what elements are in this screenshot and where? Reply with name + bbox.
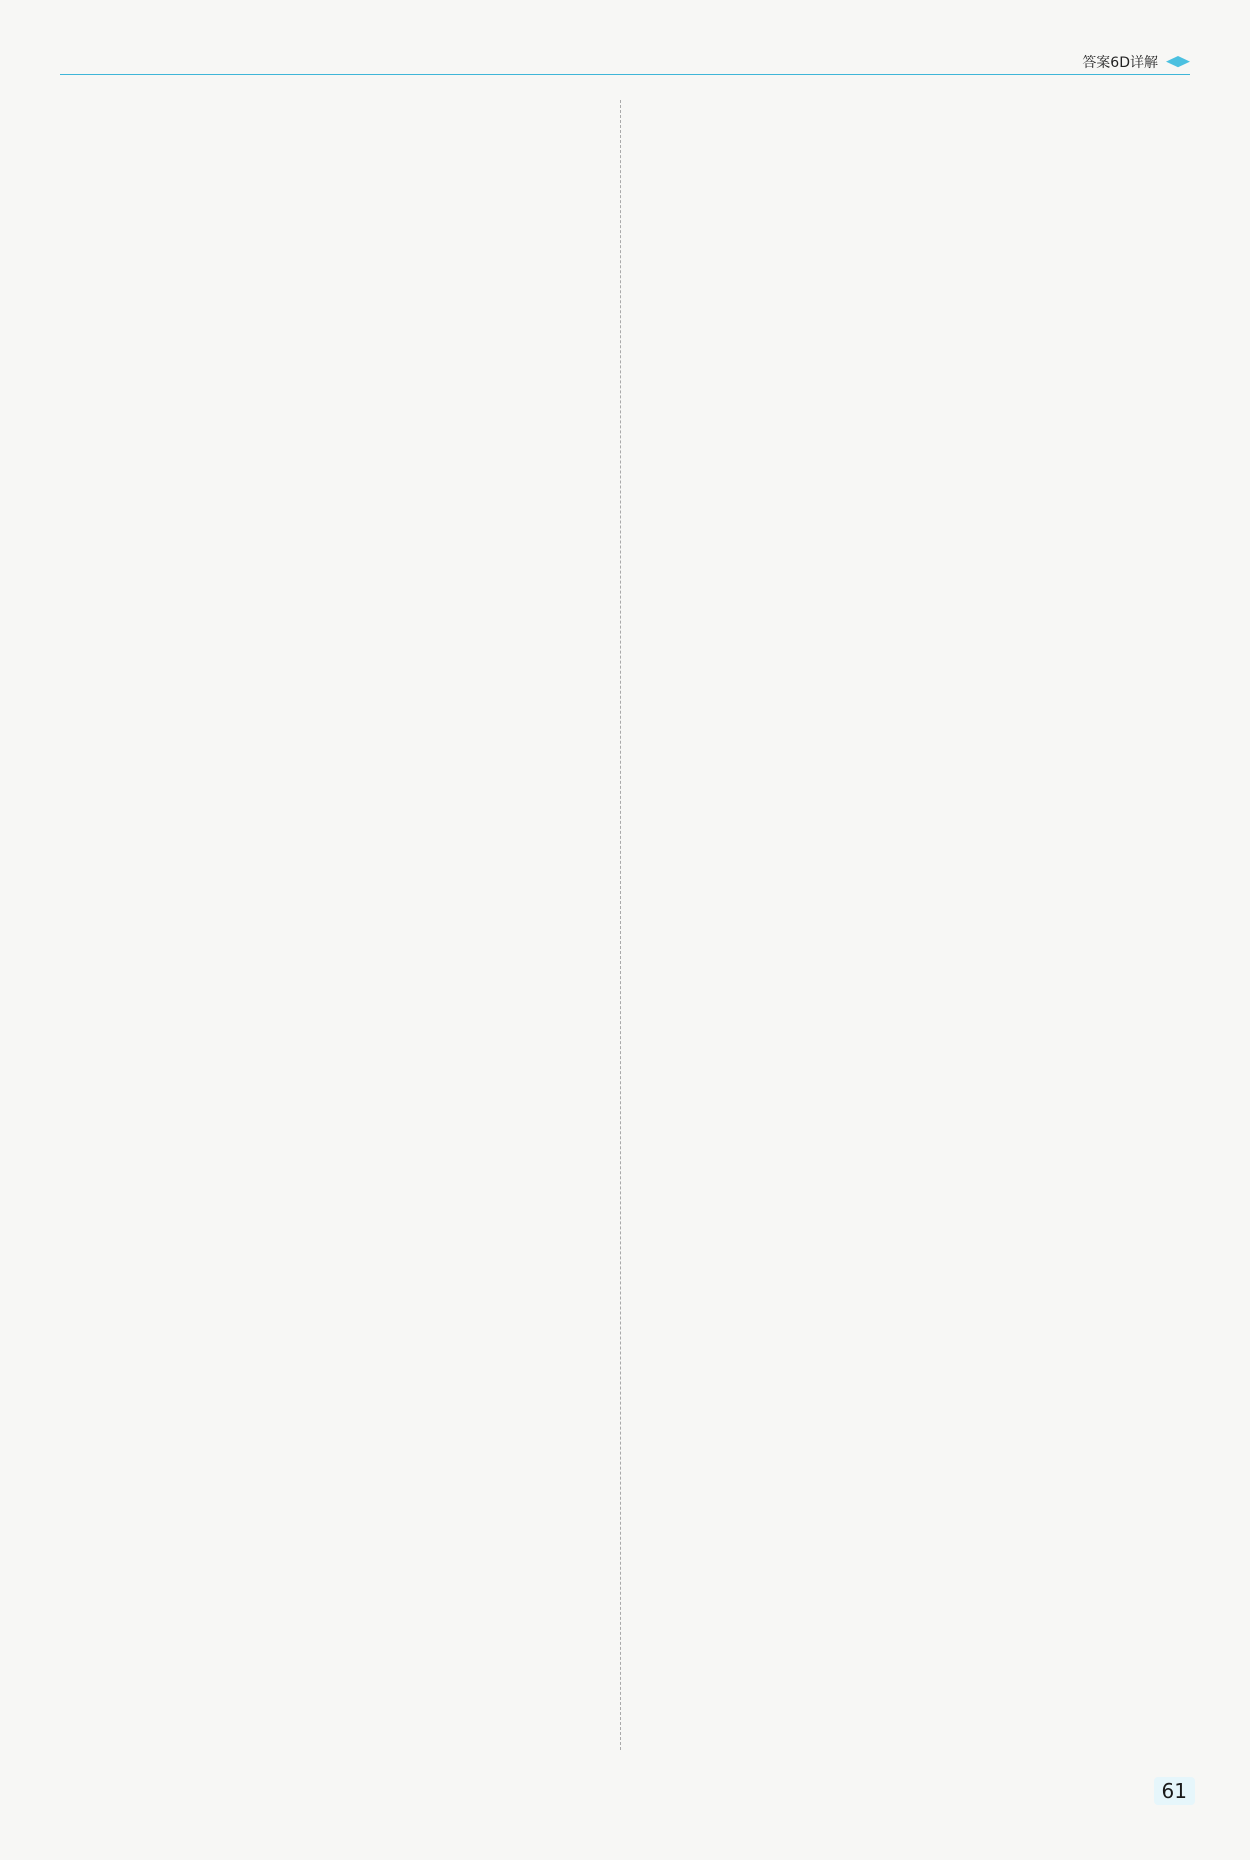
right-column (664, 95, 1190, 1740)
graduation-cap-icon (1166, 56, 1190, 70)
page-header (60, 52, 1190, 75)
solution-columns (88, 95, 1190, 1740)
header-title: 答案6D详解 (1082, 55, 1158, 71)
page-number: 61 (1154, 1777, 1195, 1805)
left-column (88, 95, 614, 1740)
